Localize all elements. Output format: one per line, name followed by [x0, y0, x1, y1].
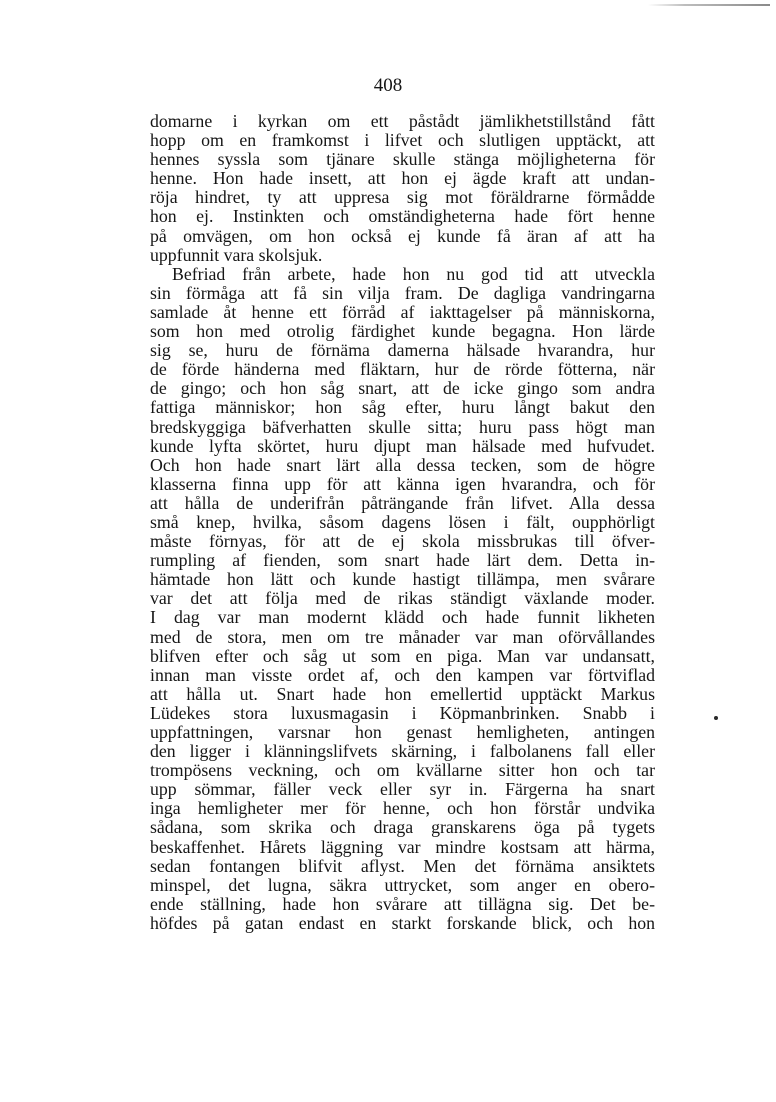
- text-line: att hålla ut. Snart hade hon emellertid upptäckt Markus: [150, 684, 655, 704]
- text-line: bredskyggiga bäfverhatten skulle sitta; huru pass högt man: [150, 417, 655, 437]
- text-line: klasserna finna upp för att känna igen hvarandra, och för: [150, 474, 655, 494]
- text-line: upp sömmar, fäller veck eller syr in. Färgerna ha snart: [150, 780, 655, 800]
- page-number: 408: [373, 75, 403, 96]
- text-line: små knep, hvilka, såsom dagens lösen i fält, oupphörligt: [150, 512, 655, 532]
- paragraph-end-line: uppfunnit vara skolsjuk.: [150, 245, 323, 265]
- text-line: att hålla de underifrån påträngande från lifvet. Alla dessa: [150, 493, 655, 513]
- text-line: inga hemligheter mer för henne, och hon förstår undvika: [150, 799, 655, 819]
- text-line: sedan fontangen blifvit aflyst. Men det förnäma ansiktets: [150, 856, 655, 876]
- text-line: sig se, huru de förnäma damerna hälsade hvarandra, hur: [150, 341, 655, 361]
- text-line: ende ställning, hade hon svårare att tillägna sig. Det be-: [150, 894, 655, 914]
- text-line: de gingo; och hon såg snart, att de icke gingo som andra: [150, 379, 655, 399]
- text-line: som hon med otrolig färdighet kunde begagna. Hon lärde: [150, 322, 655, 342]
- text-line: trompösens veckning, och om kvällarne sitter hon och tar: [150, 761, 655, 781]
- text-line: hennes syssla som tjänare skulle stänga möjligheterna för: [150, 150, 655, 170]
- paragraph-start-line: Befriad från arbete, hade hon nu god tid att utveckla: [172, 264, 655, 284]
- text-line: uppfattningen, varsnar hon genast hemligheten, antingen: [150, 723, 655, 742]
- text-line: måste förnyas, för att de ej skola missbrukas till öfver-: [150, 532, 655, 552]
- text-line: samlade åt henne ett förråd af iakttagelser på människorna,: [150, 302, 655, 322]
- text-line: hämtade hon lätt och kunde hastigt tillämpa, men svårare: [150, 570, 655, 590]
- text-line: Lüdekes stora luxusmagasin i Köpmanbrinken. Snabb i: [150, 703, 655, 723]
- text-line: på omvägen, om hon också ej kunde få äran af att ha: [150, 226, 655, 246]
- body-text: [150, 112, 655, 933]
- text-line: de förde händerna med fläktarn, hur de rörde fötterna, när: [150, 360, 655, 380]
- text-line: röja hindret, ty att uppresa sig mot föräldrarne förmådde: [150, 188, 655, 208]
- text-line: rumpling af fienden, som snart hade lärt dem. Detta in-: [150, 551, 655, 571]
- text-line: hopp om en framkomst i lifvet och slutligen upptäckt, att: [150, 131, 655, 151]
- text-line: kunde lyfta skörtet, huru djupt man hälsade med hufvudet.: [150, 436, 655, 456]
- text-line: Och hon hade snart lärt alla dessa tecken, som de högre: [150, 455, 655, 475]
- text-line: I dag var man modernt klädd och hade funnit likheten: [150, 608, 655, 628]
- text-line: minspel, det lugna, säkra uttrycket, som anger en obero-: [150, 875, 655, 895]
- text-line: den ligger i klänningslifvets skärning, i falbolanens fall eller: [150, 742, 655, 762]
- text-line: fattiga människor; hon såg efter, huru långt bakut den: [150, 398, 655, 418]
- text-line: beskaffenhet. Hårets läggning var mindre kostsam att härma,: [150, 837, 655, 857]
- scan-edge-mark: [648, 4, 770, 6]
- text-line: hon ej. Instinkten och omständigheterna hade fört henne: [150, 207, 655, 227]
- text-line: sådana, som skrika och draga granskarens öga på tygets: [150, 818, 655, 838]
- ink-speck: [714, 716, 718, 720]
- text-line: innan man visste ordet af, och den kampen var förtviflad: [150, 665, 655, 685]
- text-line: henne. Hon hade insett, att hon ej ägde kraft att undan-: [150, 169, 655, 189]
- text-line: blifven efter och såg ut som en piga. Man var undansatt,: [150, 646, 655, 666]
- text-line: var det att följa med de rikas ständigt växlande moder.: [150, 589, 655, 609]
- text-line: sin förmåga att få sin vilja fram. De dagliga vandringarna: [150, 283, 655, 303]
- text-line: domarne i kyrkan om ett påstådt jämlikhetstillstånd fått: [150, 112, 655, 131]
- text-line: höfdes på gatan endast en starkt forskande blick, och hon: [150, 913, 655, 933]
- text-line: med de stora, men om tre månader var man oförvållandes: [150, 627, 655, 647]
